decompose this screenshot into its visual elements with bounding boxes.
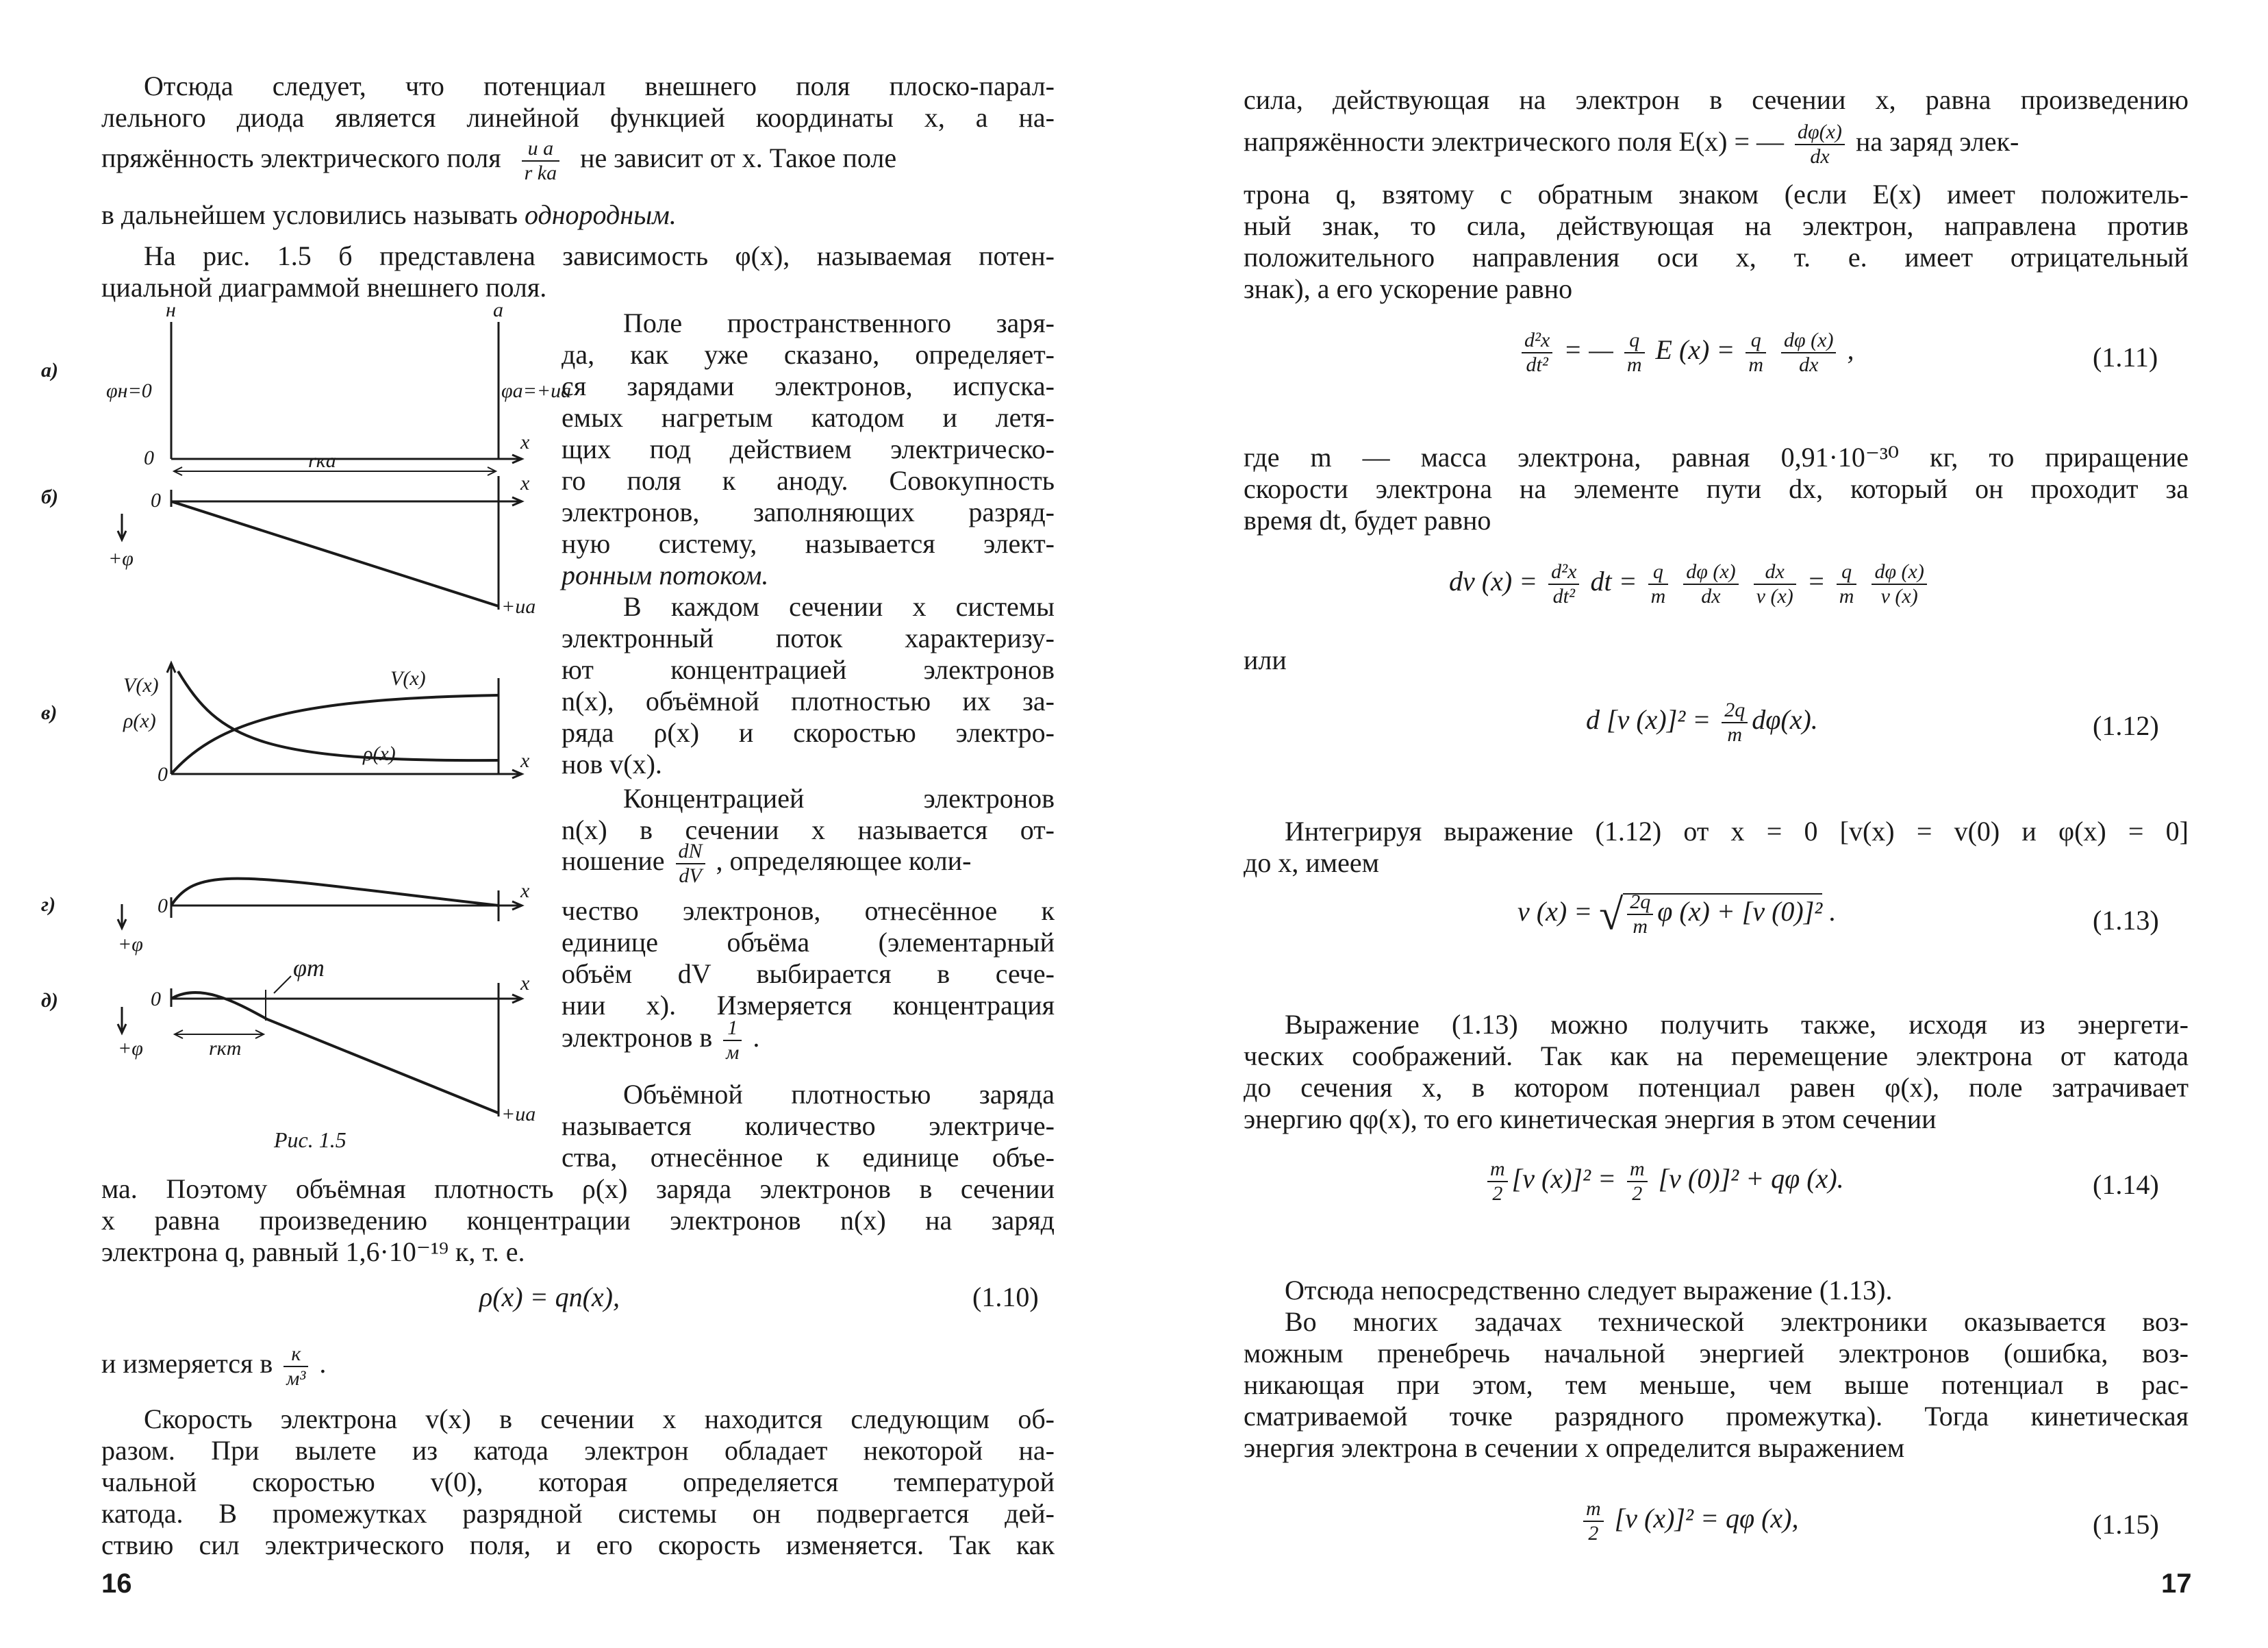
side-text-line: ся зарядами электронов, испуска- [562, 371, 1055, 401]
side-text-line: называется количество электриче- [562, 1110, 1055, 1141]
x-label: x [520, 749, 530, 772]
fraction-denominator: м [726, 1041, 740, 1064]
text-segment: , определяющее коли- [716, 845, 972, 877]
v-x-label: V(x) [123, 674, 159, 697]
equation-number: (1.14) [2093, 1169, 2159, 1200]
plus-ua-label: +ua [501, 1103, 536, 1125]
text-segment: напряжённости электрического поля E(x) = — [1244, 126, 1785, 158]
x-label: x [520, 472, 530, 495]
fraction [676, 840, 705, 888]
text-line-with-fraction [101, 137, 896, 185]
r-ka-label: rкa [308, 449, 336, 472]
side-text-line: нов v(x). [562, 749, 662, 779]
x-label: x [520, 431, 530, 453]
text-segment: не зависит от x. Такое поле [580, 142, 897, 174]
text-line: энергию qφ(x), то его кинетическая энергия в этом сечении [1244, 1103, 1937, 1134]
side-text-line: электронный поток характеризу- [562, 623, 1055, 653]
equation-1-11: $\frac{\text{d²x}}{\text{dt²}}$ = — $\frac{q}{m}$ E (x) = $\frac{q}{m}$ $\frac{d\varphi (x)}{dx}$ , [1517, 329, 1854, 377]
equation-number: (1.11) [2093, 342, 2158, 373]
rho-x-curve-label: ρ(x) [363, 742, 396, 765]
equation-number: (1.13) [2093, 905, 2159, 936]
text-line: до x, имеем [1244, 847, 1379, 878]
text-line-with-fraction: и измеряется в $\frac{к}{\text{м³}}$ . [101, 1343, 327, 1390]
fraction-numerator: u a [522, 137, 560, 162]
side-text-line: ную систему, называется элект- [562, 528, 1055, 559]
x-label: x [520, 972, 530, 995]
side-text-line: электронов, заполняющих разряд- [562, 497, 1055, 527]
text-line: скорости электрона на элементе пути dx, который он проходит за [1244, 473, 2189, 504]
potential-line [171, 501, 499, 606]
phi-m-label: φm [293, 954, 325, 982]
figure-1-5 [41, 299, 572, 1152]
page-number: 16 [101, 1569, 132, 1599]
fraction-denominator: r ka [524, 162, 557, 184]
side-text-line: ронным потоком. [562, 560, 769, 590]
side-text-line: емых нагретым катодом и летя- [562, 402, 1055, 433]
fraction [723, 1016, 742, 1064]
text-segment: электронов в [562, 1022, 713, 1053]
plus-phi-label: +φ [108, 547, 134, 570]
text-line-with-fraction [1244, 121, 2019, 168]
cathode-label: н [166, 299, 176, 321]
text-line: знак), а его ускорение равно [1244, 273, 1573, 304]
panel-label-d: д) [41, 989, 58, 1012]
text-line: ма. Поэтому объёмная плотность ρ(x) заряда электронов в сечении [101, 1173, 1055, 1204]
text-segment: в дальнейшем условились называть [101, 199, 518, 230]
text-line: где m — масса электрона, равная 0,91·10⁻³⁰ кг, то приращение [1244, 442, 2189, 473]
rho-x-label: ρ(x) [123, 710, 156, 732]
text-line: x равна произведению концентрации электронов n(x) на заряд [101, 1205, 1055, 1236]
text-segment: и измеряется в [101, 1348, 273, 1379]
figure-caption: Рис. 1.5 [274, 1127, 346, 1152]
equation-number: (1.10) [972, 1282, 1039, 1312]
text-line: Отсюда следует, что потенциал внешнего поля плоско-парал- [144, 71, 1055, 101]
space-charge-curve [171, 879, 499, 906]
panel-label-v: в) [41, 701, 58, 724]
right-page [1134, 0, 2268, 1648]
zero-label: 0 [158, 895, 168, 917]
text-line: энергия электрона в сечении x определится выражением [1244, 1432, 1905, 1463]
text-line: трона q, взятому с обратным знаком (если E(x) имеет положитель- [1244, 179, 2189, 210]
equation-dv: dv (x) = $\frac{\text{d²x}}{\text{dt²}}$ dt = $\frac{q}{m}$ $\frac{d\varphi (x)}{dx}$ $\frac{dx}{v (x)}$ = $\frac{q}{m}$ $\frac{d\varphi (x)}{v (x)}$ [1449, 560, 1931, 608]
side-text-line: ряда ρ(x) и скоростью электро- [562, 717, 1055, 748]
text-line: время dt, будет равно [1244, 505, 1491, 536]
text-line: чальной скоростью v(0), которая определяется температурой [101, 1466, 1055, 1497]
fraction-numerator: dφ(x) [1795, 121, 1845, 145]
text-line: никающая при этом, тем меньше, чем выше потенциал в рас- [1244, 1369, 2189, 1400]
velocity-curve [171, 695, 499, 774]
text-segment: пряжённость электрического поля [101, 142, 501, 174]
text-line: сматриваемой точке разрядного промежутка). Тогда кинетическая [1244, 1401, 2189, 1432]
fraction-numerator: к [284, 1343, 308, 1367]
plus-ua-label: +ua [501, 595, 536, 618]
text-line: ствию сил электрического поля, и его скорость изменяется. Так как [101, 1530, 1055, 1560]
text-line [101, 199, 677, 231]
phi-anode-label: φa=+ua [501, 379, 572, 402]
term-italic: однородным. [525, 199, 677, 230]
text-line: циальной диаграммой внешнего поля. [101, 272, 547, 303]
text-line: Выражение (1.13) можно получить также, исходя из энергети- [1285, 1009, 2189, 1040]
text-line: ный знак, то сила, действующая на электрон, направлена против [1244, 210, 2189, 241]
text-line: электрона q, равный 1,6·10⁻¹⁹ к, т. е. [101, 1236, 525, 1267]
text-line: катода. В промежутках разрядной системы он подвергается дей- [101, 1498, 1055, 1529]
side-text-line: ют концентрацией электронов [562, 654, 1055, 685]
fraction [284, 1343, 308, 1390]
side-text-line: В каждом сечении x системы [623, 591, 1055, 622]
side-text-line: чество электронов, отнесённое к [562, 895, 1055, 926]
equation-1-12: d [v (x)]² = $\frac{2q}{m}$ dφ(x). [1586, 699, 1818, 746]
zero-label: 0 [151, 988, 161, 1010]
zero-label: 0 [151, 489, 161, 512]
equation-number: (1.15) [2093, 1509, 2159, 1540]
side-text-line: щих под действием электрическо- [562, 434, 1055, 464]
text-line: На рис. 1.5 б представлена зависимость φ(x), называемая потен- [144, 240, 1055, 271]
text-line: Скорость электрона v(x) в сечении x находится следующим об- [144, 1403, 1055, 1434]
text-line: можным пренебречь начальной энергией электронов (ошибка, воз- [1244, 1338, 2189, 1369]
equation-1-13: v (x) = √ $\frac{2q}{m}$ φ (x) + [v (0)]² . [1517, 890, 1837, 939]
side-text-line: Концентрацией электронов [623, 783, 1055, 814]
side-text-line: да, как уже сказано, определяет- [562, 339, 1055, 370]
side-text-line-with-fraction [562, 840, 971, 888]
side-text-line: го поля к аноду. Совокупность [562, 465, 1055, 496]
side-text-line: ства, отнесённое к единице объе- [562, 1142, 1055, 1173]
text-line: сила, действующая на электрон в сечении x, равна произведению [1244, 84, 2189, 115]
fraction [522, 137, 560, 185]
text-line: Во многих задачах технической электроники оказывается воз- [1285, 1306, 2189, 1337]
plus-phi-label: +φ [118, 1037, 143, 1060]
panel-label-g: г) [41, 893, 56, 916]
equation-number: (1.12) [2093, 710, 2159, 741]
side-text-line: объём dV выбирается в сече- [562, 958, 1055, 989]
fraction-denominator: dx [1810, 145, 1830, 168]
zero-label: 0 [144, 447, 154, 469]
panel-label-b: б) [41, 486, 58, 508]
side-text-line: n(x) в сечении x называется от- [562, 814, 1055, 845]
text-line: разом. При вылете из катода электрон обладает некоторой на- [101, 1435, 1055, 1466]
fraction [1795, 121, 1845, 168]
text-line: Отсюда непосредственно следует выражение (1.13). [1285, 1275, 1893, 1306]
text-segment: на заряд элек- [1855, 126, 2019, 158]
side-text-line: нии x). Измеряется концентрация [562, 990, 1055, 1021]
page-number: 17 [2161, 1569, 2192, 1599]
side-text-line: единице объёма (элементарный [562, 927, 1055, 958]
side-text-line-with-fraction: электронов в $\frac{1}{м}$ . [562, 1016, 760, 1064]
text-line: ческих соображений. Так как на перемещение электрона от катода [1244, 1040, 2189, 1071]
r-km-label: rкm [209, 1037, 242, 1060]
text-line: или [1244, 645, 1287, 675]
phi-cathode-label: φн=0 [106, 379, 152, 402]
text-line: до сечения x, в котором потенциал равен φ(x), поле затрачивает [1244, 1072, 2189, 1103]
text-segment: ношение [562, 845, 665, 877]
text-line: Интегрируя выражение (1.12) от x = 0 [v(x) = v(0) и φ(x) = 0] [1285, 816, 2189, 847]
fraction-numerator: dN [676, 840, 705, 864]
fraction-numerator: 1 [723, 1016, 742, 1041]
text-line: лельного диода является линейной функцией координаты x, а на- [101, 102, 1055, 133]
fraction-denominator: м³ [286, 1367, 306, 1390]
density-curve [178, 671, 499, 760]
fraction-denominator: dV [679, 864, 702, 887]
plus-phi-label: +φ [118, 933, 143, 956]
side-text-line: Поле пространственного заря- [623, 308, 1055, 338]
anode-label: a [493, 299, 503, 321]
zero-label: 0 [158, 763, 168, 786]
equation-1-14: $\frac{m}{2}$ [v (x)]² = $\frac{m}{2}$ [v (0)]² + qφ (x). [1483, 1158, 1844, 1206]
side-text-line: n(x), объёмной плотностью их за- [562, 686, 1055, 716]
panel-label-a: а) [41, 359, 58, 382]
equation-1-15: $\frac{m}{2}$ [v (x)]² = qφ (x), [1579, 1497, 1798, 1545]
x-label: x [520, 879, 530, 902]
v-x-curve-label: V(x) [390, 667, 426, 690]
side-text-line: Объёмной плотностью заряда [623, 1079, 1055, 1110]
equation-1-10: ρ(x) = qn(x), [479, 1282, 620, 1312]
text-line: положительного направления оси x, т. е. имеет отрицательный [1244, 242, 2189, 273]
